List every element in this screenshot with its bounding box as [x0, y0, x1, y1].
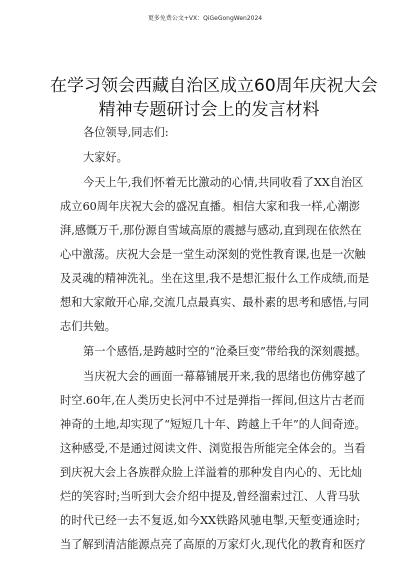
- paragraph-line: 的时代已经一去不复返,如今XX铁路风驰电掣,天堑变通途时;: [60, 514, 360, 527]
- paragraph-line: 神奇的土地,却实现了“短短几十年、跨越上千年”的人间奇迹。: [60, 418, 366, 431]
- title-line-1: 在学习领会西藏自治区成立60周年庆祝大会: [50, 76, 378, 96]
- paragraph-line: 心中激荡。庆祝大会是一堂生动深刻的党性教育课,也是一次触: [60, 248, 366, 261]
- paragraph-line: 到庆祝大会上各族群众脸上洋溢着的那种发自内心的、无比灿: [60, 466, 363, 479]
- paragraph-line: 今天上午,我们怀着无比激动的心情,共同收看了XX自治区: [83, 176, 364, 189]
- paragraph-line: 烂的笑容时;当听到大会介绍中提及,曾经溜索过江、人背马驮: [60, 490, 360, 503]
- paragraph-line: 时空.60年,在人类历史长河中不过是弹指一挥间,但这片古老而: [60, 394, 365, 407]
- paragraph-line: 当了解到清洁能源点亮了高原的万家灯火,现代化的教育和医疗: [60, 538, 366, 551]
- header-note: 更多免费公文+VX：QiGeGongWen2024: [147, 15, 263, 22]
- paragraph-line: 第一个感悟,是跨越时空的“沧桑巨变”带给我的深刻震撼。: [83, 345, 367, 358]
- greeting: 大家好。: [83, 151, 128, 164]
- salutation: 各位领导,同志们:: [83, 126, 169, 139]
- paragraph-line: 想和大家敞开心扉,交流几点最真实、最朴素的思考和感悟,与同: [60, 296, 370, 309]
- paragraph-line: 湃,感慨万千,那份源自雪域高原的震撼与感动,直到现在依然在: [60, 224, 362, 237]
- paragraph-line: 成立60周年庆祝大会的盛况直播。相信大家和我一样,心潮澎: [60, 200, 360, 213]
- paragraph-line: 当庆祝大会的画面一幕幕铺展开来,我的思绪也仿佛穿越了: [83, 370, 367, 383]
- title-line-2: 精神专题研讨会上的发言材料: [98, 100, 320, 120]
- document-title: [50, 74, 378, 122]
- paragraph-line: 这种感受,不是通过阅读文件、浏览报告所能完全体会的。当看: [60, 442, 366, 455]
- paragraph-line: 志们共勉。: [60, 320, 116, 333]
- paragraph-line: 及灵魂的精神洗礼。坐在这里,我不是想汇报什么工作成绩,而是: [60, 272, 370, 285]
